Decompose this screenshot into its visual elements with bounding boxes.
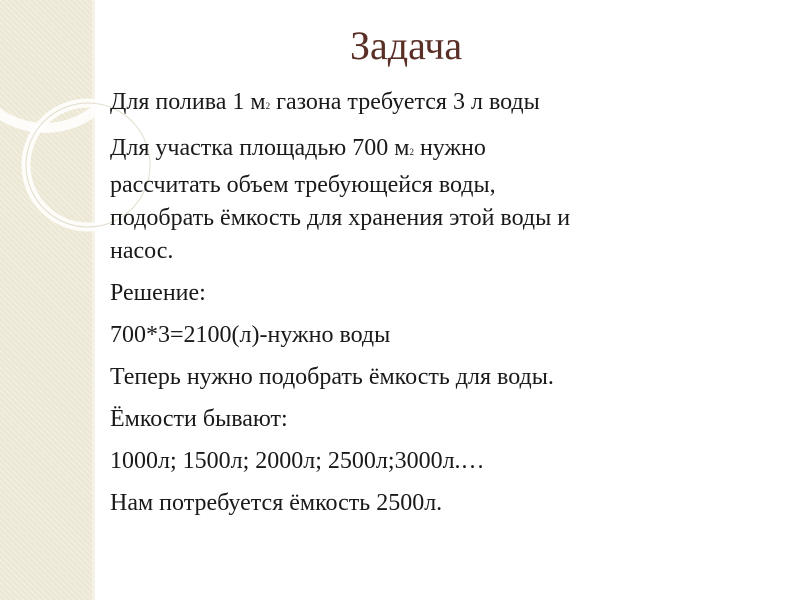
task-condition-text-b: газона требуется 3 л воды [270, 89, 540, 115]
capacities-label: Ёмкости бывают: [110, 406, 288, 432]
task-question-text-a: Для участка площадью 700 м [110, 135, 410, 161]
task-question-text-b: нужно [413, 135, 486, 161]
task-condition-line [110, 86, 780, 123]
task-question-line-1 [110, 132, 780, 169]
solution-label: Решение: [110, 280, 206, 306]
calculation-line: 700*3=2100(л)-нужно воды [110, 322, 391, 348]
capacities-list: 1000л; 1500л; 2000л; 2500л;3000л.… [110, 448, 485, 474]
answer-line: Нам потребуется ёмкость 2500л. [110, 490, 443, 516]
task-question-line-2: рассчитать объем требующейся воды, [110, 172, 496, 198]
choose-capacity-line: Теперь нужно подобрать ёмкость для воды. [110, 364, 554, 390]
square-unit-marker: 2 [409, 147, 414, 157]
square-unit-marker: 2 [265, 101, 271, 111]
task-condition-text-a: Для полива 1 м [110, 89, 266, 115]
slide-title: Задача [350, 23, 463, 68]
slide-body [110, 86, 780, 529]
task-question-line-4: насос. [110, 238, 174, 264]
task-question-paragraph [110, 132, 780, 268]
task-question-line-3: подобрать ёмкость для хранения этой воды и [110, 205, 571, 231]
